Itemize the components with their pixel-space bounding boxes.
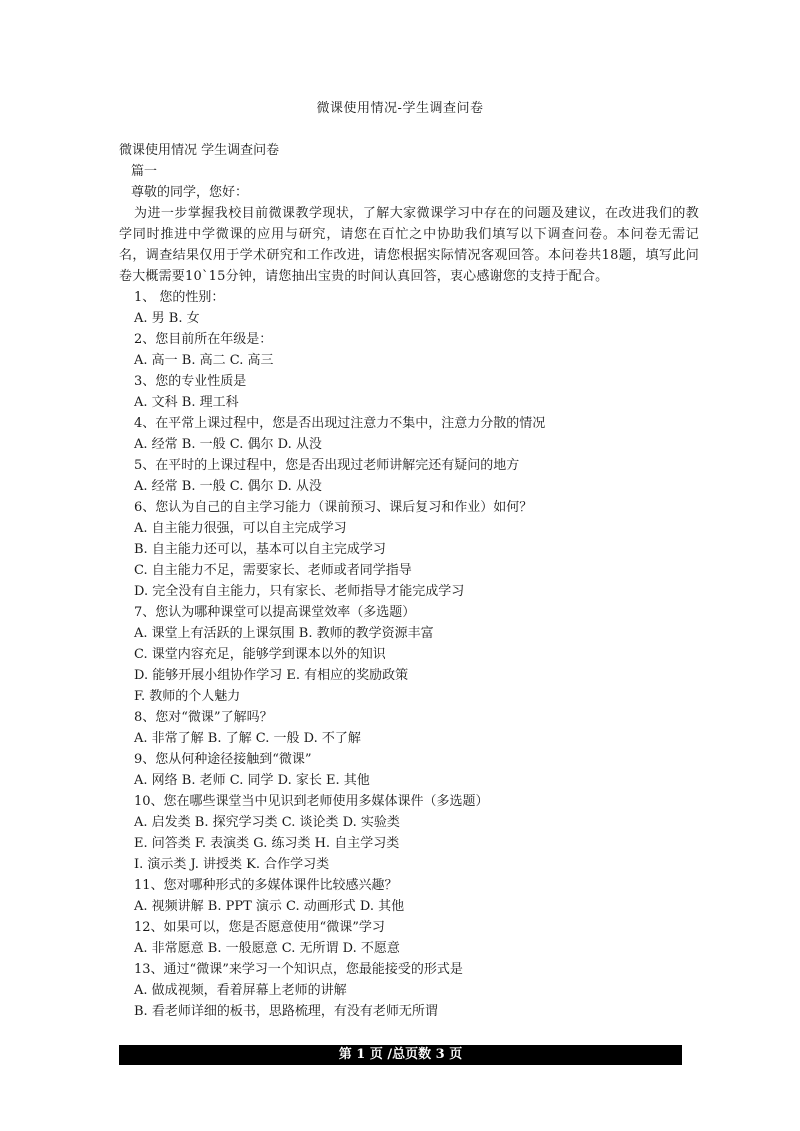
question-line: 8、您对“微课”了解吗？: [134, 710, 273, 725]
question-list: [119, 287, 699, 1022]
question-line: 11、您对哪种形式的多媒体课件比较感兴趣？: [134, 878, 398, 893]
answer-options-line: C. 自主能力不足，需要家长、老师或者同学指导: [134, 563, 412, 578]
question-line: 5、在平时的上课过程中，您是否出现过老师讲解完还有疑问的地方: [134, 458, 520, 473]
question-line: 3、您的专业性质是: [134, 374, 247, 389]
answer-options-line: B. 看老师详细的板书，思路梳理，有没有老师无所谓: [134, 1004, 438, 1019]
answer-options-line: A. 非常了解 B. 了解 C. 一般 D. 不了解: [134, 731, 361, 746]
question-line: 4、在平常上课过程中，您是否出现过注意力不集中，注意力分散的情况: [134, 416, 546, 431]
answer-options-line: A. 文科 B. 理工科: [134, 395, 239, 410]
answer-options-line: F. 教师的个人魅力: [134, 689, 241, 704]
answer-options-line: D. 能够开展小组协作学习 E. 有相应的奖励政策: [134, 668, 409, 683]
answer-options-line: C. 课堂内容充足，能够学到课本以外的知识: [134, 647, 386, 662]
section-label: 篇一: [131, 164, 158, 179]
answer-options-line: A. 做成视频，看着屏幕上老师的讲解: [134, 983, 347, 998]
answer-options-line: A. 高一 B. 高二 C. 高三: [134, 353, 274, 368]
greeting: 尊敬的同学，您好：: [131, 185, 249, 200]
question-line: 10、您在哪些课堂当中见识到老师使用多媒体课件（多选题）: [134, 794, 489, 809]
answer-options-line: A. 经常 B. 一般 C. 偶尔 D. 从没: [134, 479, 322, 494]
page-title: 微课使用情况-学生调查问卷: [316, 101, 484, 116]
question-line: 13、通过“微课”来学习一个知识点，您最能接受的形式是: [134, 962, 463, 977]
answer-options-line: A. 网络 B. 老师 C. 同学 D. 家长 E. 其他: [134, 773, 370, 788]
answer-options-line: A. 非常愿意 B. 一般愿意 C. 无所谓 D. 不愿意: [134, 941, 400, 956]
answer-options-line: A. 视频讲解 B. PPT 演示 C. 动画形式 D. 其他: [134, 899, 405, 914]
answer-options-line: A. 男 B. 女: [134, 311, 200, 326]
document-body: [119, 140, 699, 1022]
document-subtitle: 微课使用情况 学生调查问卷: [119, 143, 280, 158]
answer-options-line: A. 启发类 B. 探究学习类 C. 谈论类 D. 实验类: [134, 815, 400, 830]
question-line: 1、 您的性别：: [134, 290, 225, 305]
answer-options-line: E. 问答类 F. 表演类 G. 练习类 H. 自主学习类: [134, 836, 400, 851]
question-line: 7、您认为哪种课堂可以提高课堂效率（多选题）: [134, 605, 416, 620]
question-line: 2、您目前所在年级是：: [134, 332, 273, 347]
intro-paragraph: 为进一步掌握我校目前微课教学现状，了解大家微课学习中存在的问题及建议，在改进我们的教学同时推进中学微课的应用与研究，请您在百忙之中协助我们填写以下调查问卷。本问卷无需记名，调查结果仅用于学术研究和工作改进，请您根据实际情况客观回答。本问卷共18题，填写此问卷大概需要10`15分钟，请您抽出宝贵的时间认真回答，衷心感谢您的支持于配合。: [119, 206, 699, 284]
answer-options-line: A. 自主能力很强，可以自主完成学习: [134, 521, 347, 536]
question-line: 6、您认为自己的自主学习能力（课前预习、课后复习和作业）如何？: [134, 500, 533, 515]
answer-options-line: B. 自主能力还可以，基本可以自主完成学习: [134, 542, 386, 557]
question-line: 9、您从何种途径接触到“微课”: [134, 752, 312, 767]
page-footer: 第 1 页 /总页数 3 页: [119, 1045, 682, 1065]
answer-options-line: A. 经常 B. 一般 C. 偶尔 D. 从没: [134, 437, 322, 452]
question-line: 12、如果可以，您是否愿意使用“微课”学习: [134, 920, 385, 935]
answer-options-line: I. 演示类 J. 讲授类 K. 合作学习类: [134, 857, 330, 872]
answer-options-line: A. 课堂上有活跃的上课氛围 B. 教师的教学资源丰富: [134, 626, 434, 641]
answer-options-line: D. 完全没有自主能力，只有家长、老师指导才能完成学习: [134, 584, 465, 599]
